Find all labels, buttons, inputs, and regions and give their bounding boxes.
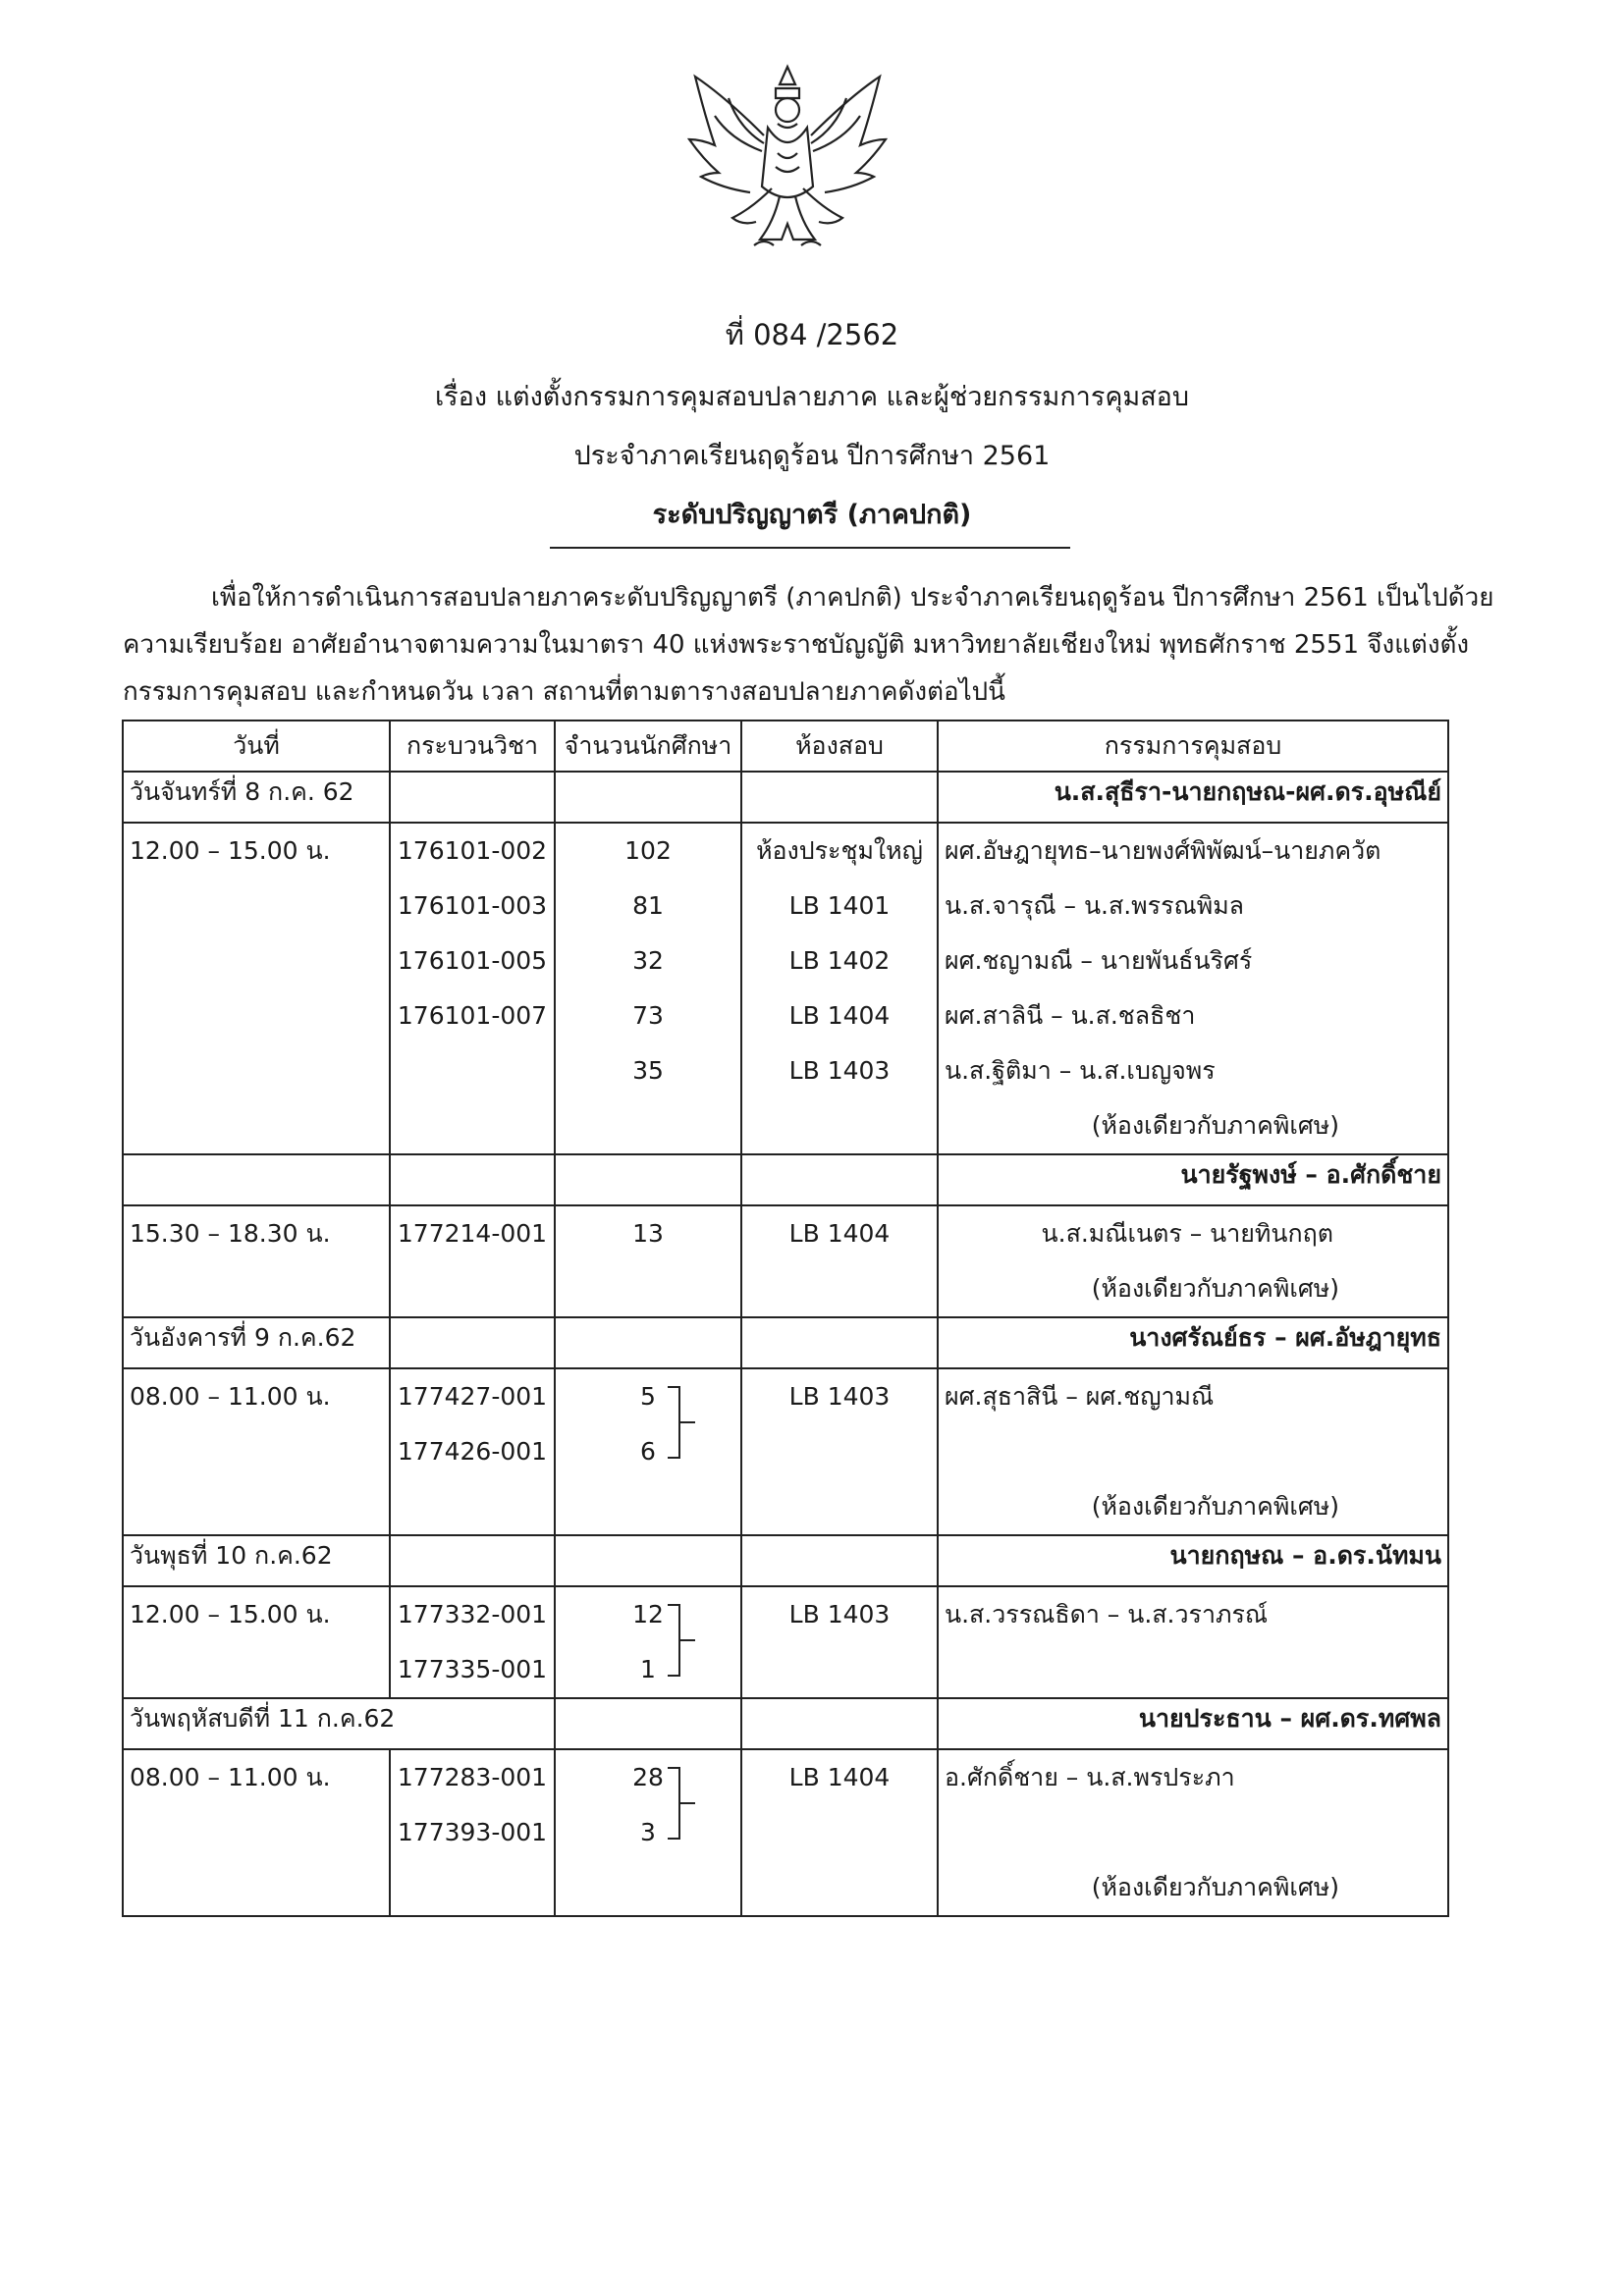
proctor-names: ผศ.อัษฎายุทธ–นายพงศ์พิพัฒน์–นายภควัต	[945, 836, 1381, 865]
grouping-brace-icon	[666, 1601, 699, 1683]
chief-proctors: น.ส.สุธีรา-นายกฤษณ-ผศ.ดร.อุษณีย์	[938, 772, 1448, 823]
table-header-row	[123, 721, 1448, 772]
exam-room: LB 1403	[788, 1600, 891, 1629]
proctor-names: น.ส.วรรณธิดา – น.ส.วราภรณ์	[945, 1600, 1269, 1629]
day-row	[123, 1154, 1448, 1205]
exam-room: ห้องประชุมใหญ่	[756, 836, 923, 865]
room-note: (ห้องเดียวกับภาคพิเศษ)	[1091, 1274, 1339, 1303]
header-course: กระบวนวิชา	[390, 721, 555, 772]
session-time: 08.00 – 11.00 น.	[130, 1763, 331, 1791]
header-room: ห้องสอบ	[741, 721, 938, 772]
chief-proctors: นายประธาน – ผศ.ดร.ทศพล	[938, 1698, 1448, 1749]
course-code: 177214-001	[397, 1219, 548, 1248]
exam-room: LB 1403	[788, 1382, 891, 1411]
garuda-emblem	[670, 59, 905, 265]
grouping-brace-icon	[666, 1383, 699, 1466]
proctor-names: น.ส.ฐิติมา – น.ส.เบญจพร	[945, 1056, 1216, 1085]
header-date: วันที่	[123, 721, 390, 772]
course-code: 176101-007	[397, 1001, 548, 1030]
course-code: 177335-001	[397, 1655, 548, 1683]
exam-room: LB 1404	[788, 1763, 891, 1791]
exam-room: LB 1403	[788, 1056, 891, 1085]
proctor-names: น.ส.จารุณี – น.ส.พรรณพิมล	[945, 891, 1244, 920]
subject-line-1: เรื่อง แต่งตั้งกรรมการคุมสอบปลายภาค และผู้ช่วยกรรมการคุมสอบ	[434, 382, 1190, 412]
proctor-names: ผศ.สาลินี – น.ส.ชลธิชา	[945, 1001, 1196, 1030]
day-row	[123, 1698, 1448, 1749]
student-count: 32	[632, 946, 664, 975]
room-note: (ห้องเดียวกับภาคพิเศษ)	[1091, 1873, 1339, 1901]
session-time: 08.00 – 11.00 น.	[130, 1382, 331, 1411]
proctor-names: ผศ.สุธาสินี – ผศ.ชญามณี	[945, 1382, 1215, 1411]
day-label: วันจันทร์ที่ 8 ก.ค. 62	[123, 772, 390, 823]
title-divider	[550, 547, 1070, 549]
session-row	[123, 1586, 1448, 1698]
session-time: 12.00 – 15.00 น.	[130, 1600, 331, 1629]
chief-proctors: นางศรัณย์ธร – ผศ.อัษฎายุทธ	[938, 1317, 1448, 1368]
day-label: วันอังคารที่ 9 ก.ค.62	[123, 1317, 390, 1368]
room-note: (ห้องเดียวกับภาคพิเศษ)	[1091, 1492, 1339, 1521]
chief-proctors: นายรัฐพงษ์ – อ.ศักดิ์ชาย	[938, 1154, 1448, 1205]
course-code: 177427-001	[397, 1382, 548, 1411]
student-count: 1	[640, 1655, 656, 1683]
day-row	[123, 1535, 1448, 1586]
proctor-names: อ.ศักดิ์ชาย – น.ส.พรประภา	[945, 1763, 1235, 1791]
course-code	[397, 1043, 548, 1098]
student-count: 5	[640, 1382, 656, 1411]
day-row	[123, 772, 1448, 823]
session-row	[123, 1368, 1448, 1535]
student-count: 28	[632, 1763, 664, 1791]
grouping-brace-icon	[666, 1764, 699, 1846]
course-code: 176101-005	[397, 946, 548, 975]
day-label: วันพฤหัสบดีที่ 11 ก.ค.62	[123, 1698, 555, 1749]
course-code: 177283-001	[397, 1763, 548, 1791]
session-time: 15.30 – 18.30 น.	[130, 1219, 331, 1248]
student-count: 12	[632, 1600, 664, 1629]
session-row	[123, 1205, 1448, 1317]
exam-room: LB 1402	[788, 946, 891, 975]
proctor-names: ผศ.ชญามณี – นายพันธ์นริศร์	[945, 946, 1253, 975]
room-note: (ห้องเดียวกับภาคพิเศษ)	[1091, 1111, 1339, 1140]
session-time: 12.00 – 15.00 น.	[130, 836, 331, 865]
student-count: 102	[624, 836, 672, 865]
course-code: 177426-001	[397, 1437, 548, 1466]
session-row	[123, 1749, 1448, 1916]
course-code: 176101-002	[397, 836, 548, 865]
exam-room: LB 1404	[788, 1001, 891, 1030]
student-count: 6	[640, 1437, 656, 1466]
proctor-names: น.ส.มณีเนตร – นายทินกฤต	[1041, 1219, 1333, 1248]
header-proctors: กรรมการคุมสอบ	[938, 721, 1448, 772]
exam-schedule-table	[122, 720, 1449, 1917]
day-row	[123, 1317, 1448, 1368]
chief-proctors: นายกฤษณ – อ.ดร.นัทมน	[938, 1535, 1448, 1586]
intro-paragraph: เพื่อให้การดำเนินการสอบปลายภาคระดับปริญญาตรี (ภาคปกติ) ประจำภาคเรียนฤดูร้อน ปีการศึกษา 2561 เป็นไปด้วยความเรียบร้อย อาศัยอำนาจตามความในมาตรา 40 แห่งพระราชบัญญัติ มหาวิทยาลัยเชียงใหม่ พุทธศักราช 2551 จึงแต่งตั้งกรรมการคุมสอบ และกำหนดวัน เวลา สถานที่ตามตารางสอบปลายภาคดังต่อไปนี้	[123, 583, 1494, 707]
course-code: 177393-001	[397, 1818, 548, 1846]
subject-line-2: ประจำภาคเรียนฤดูร้อน ปีการศึกษา 2561	[573, 441, 1051, 471]
header-students: จำนวนนักศึกษา	[555, 721, 741, 772]
student-count: 81	[632, 891, 664, 920]
exam-room: LB 1404	[788, 1219, 891, 1248]
student-count: 73	[632, 1001, 664, 1030]
course-code: 177332-001	[397, 1600, 548, 1629]
course-code: 176101-003	[397, 891, 548, 920]
document-number	[0, 312, 1624, 357]
student-count: 3	[640, 1818, 656, 1846]
student-count: 35	[632, 1056, 664, 1085]
student-count: 13	[632, 1219, 664, 1248]
document-number-text: ที่ 084 /2562	[725, 318, 899, 351]
exam-room: LB 1401	[788, 891, 891, 920]
session-row	[123, 823, 1448, 1154]
day-label: วันพุธที่ 10 ก.ค.62	[123, 1535, 390, 1586]
subject-line-3: ระดับปริญญาตรี (ภาคปกติ)	[652, 500, 972, 530]
